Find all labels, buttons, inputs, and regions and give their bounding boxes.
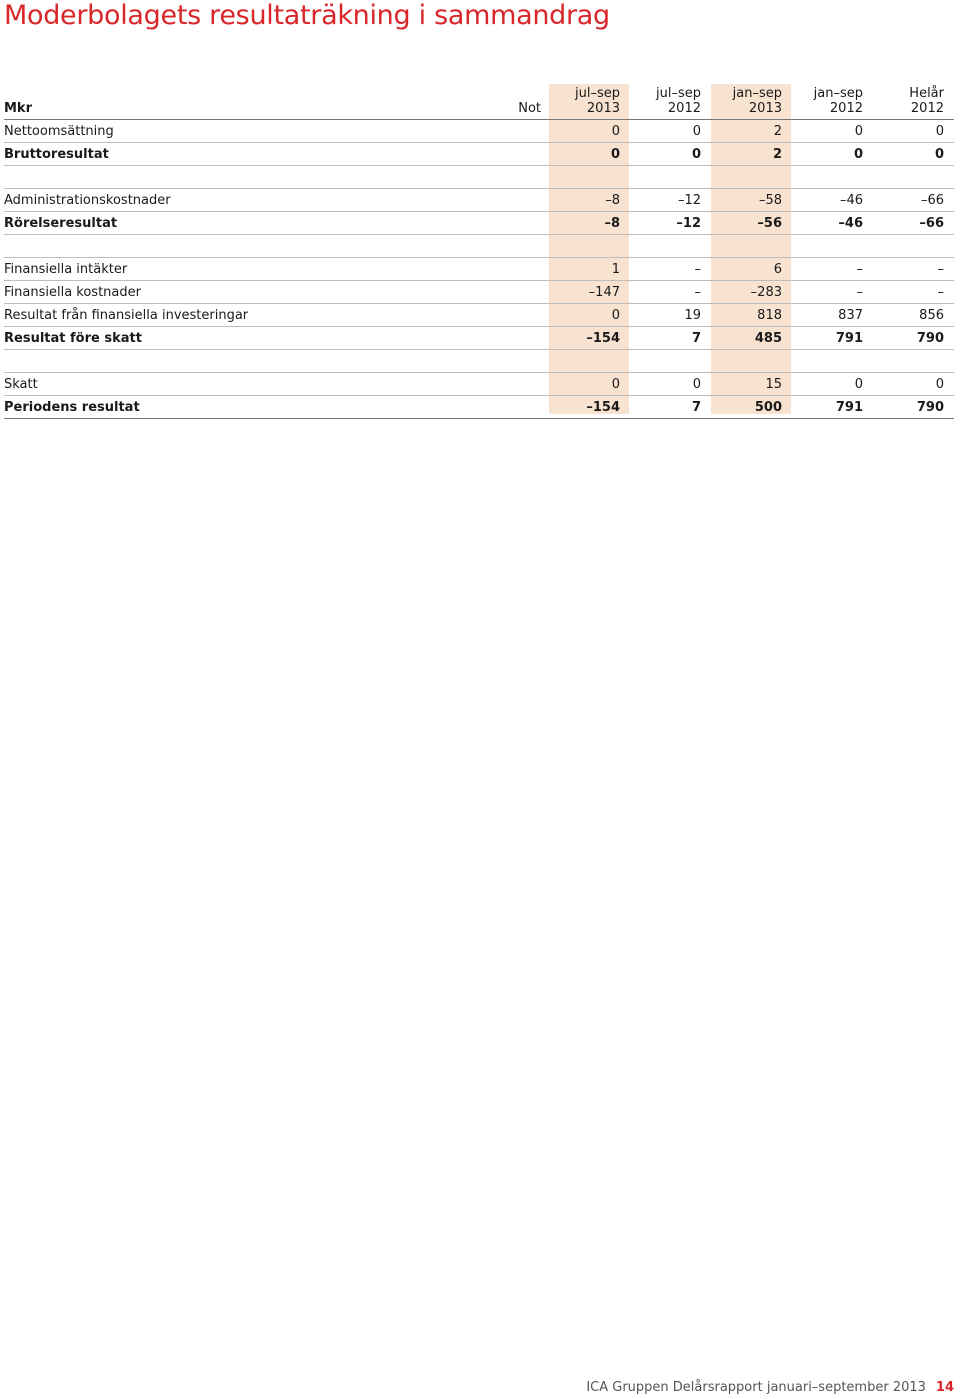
cell: –	[873, 281, 954, 304]
cell: –66	[873, 212, 954, 235]
row-label: Resultat före skatt	[4, 327, 474, 350]
cell: 0	[873, 120, 954, 143]
table-row	[4, 212, 954, 235]
cell: 818	[711, 304, 792, 327]
cell: 0	[630, 143, 711, 166]
cell: 2	[711, 143, 792, 166]
cell: 837	[792, 304, 873, 327]
cell: 0	[630, 120, 711, 143]
row-label: Periodens resultat	[4, 396, 474, 419]
cell: –56	[711, 212, 792, 235]
page-number: 14	[935, 1380, 954, 1395]
cell: 0	[549, 304, 630, 327]
cell: 0	[792, 373, 873, 396]
header-label-mkr: Mkr	[4, 84, 474, 120]
row-label: Resultat från finansiella investeringar	[4, 304, 474, 327]
cell: –	[630, 258, 711, 281]
row-label: Nettoomsättning	[4, 120, 474, 143]
header-col-4: jan–sep 2012	[792, 84, 873, 120]
footer-text: ICA Gruppen Delårsrapport januari–september 2013	[586, 1380, 926, 1395]
cell: –12	[630, 189, 711, 212]
cell: –46	[792, 189, 873, 212]
cell: –283	[711, 281, 792, 304]
cell: 485	[711, 327, 792, 350]
cell: 2	[711, 120, 792, 143]
header-col-1: jul–sep 2013	[549, 84, 630, 120]
row-label: Administrationskostnader	[4, 189, 474, 212]
row-label: Finansiella intäkter	[4, 258, 474, 281]
cell: –	[792, 258, 873, 281]
cell: –8	[549, 212, 630, 235]
cell: –12	[630, 212, 711, 235]
cell: 0	[549, 373, 630, 396]
cell: 0	[792, 120, 873, 143]
cell: 0	[549, 143, 630, 166]
cell: –154	[549, 396, 630, 419]
header-col-3: jan–sep 2013	[711, 84, 792, 120]
cell: –8	[549, 189, 630, 212]
cell: 0	[873, 143, 954, 166]
row-label: Rörelseresultat	[4, 212, 474, 235]
cell: –	[630, 281, 711, 304]
header-col-2: jul–sep 2012	[630, 84, 711, 120]
cell: 791	[792, 327, 873, 350]
cell: 6	[711, 258, 792, 281]
cell: –66	[873, 189, 954, 212]
cell: 7	[630, 327, 711, 350]
cell: 856	[873, 304, 954, 327]
spacer-row	[4, 166, 954, 189]
cell: –147	[549, 281, 630, 304]
table-header-row	[4, 84, 954, 120]
cell: 0	[549, 120, 630, 143]
spacer-row	[4, 350, 954, 373]
cell: 0	[873, 373, 954, 396]
income-statement-table	[4, 84, 954, 419]
cell: 19	[630, 304, 711, 327]
page-title: Moderbolagets resultaträkning i sammandrag	[4, 0, 610, 31]
cell: –	[873, 258, 954, 281]
table-row	[4, 189, 954, 212]
spacer-row	[4, 235, 954, 258]
cell: 0	[630, 373, 711, 396]
table-row	[4, 304, 954, 327]
cell: 500	[711, 396, 792, 419]
table-row	[4, 396, 954, 419]
page-footer	[586, 1380, 954, 1395]
cell: –46	[792, 212, 873, 235]
header-not: Not	[474, 84, 549, 120]
row-label: Bruttoresultat	[4, 143, 474, 166]
table-row	[4, 120, 954, 143]
cell: 790	[873, 327, 954, 350]
cell: 0	[792, 143, 873, 166]
cell: 790	[873, 396, 954, 419]
cell: –154	[549, 327, 630, 350]
cell: –	[792, 281, 873, 304]
row-label: Skatt	[4, 373, 474, 396]
cell: 7	[630, 396, 711, 419]
table-row	[4, 327, 954, 350]
table-row	[4, 143, 954, 166]
cell: 791	[792, 396, 873, 419]
table-row	[4, 258, 954, 281]
cell: 15	[711, 373, 792, 396]
cell: 1	[549, 258, 630, 281]
cell: –58	[711, 189, 792, 212]
header-col-5: Helår 2012	[873, 84, 954, 120]
table-row	[4, 373, 954, 396]
table-row	[4, 281, 954, 304]
row-label: Finansiella kostnader	[4, 281, 474, 304]
